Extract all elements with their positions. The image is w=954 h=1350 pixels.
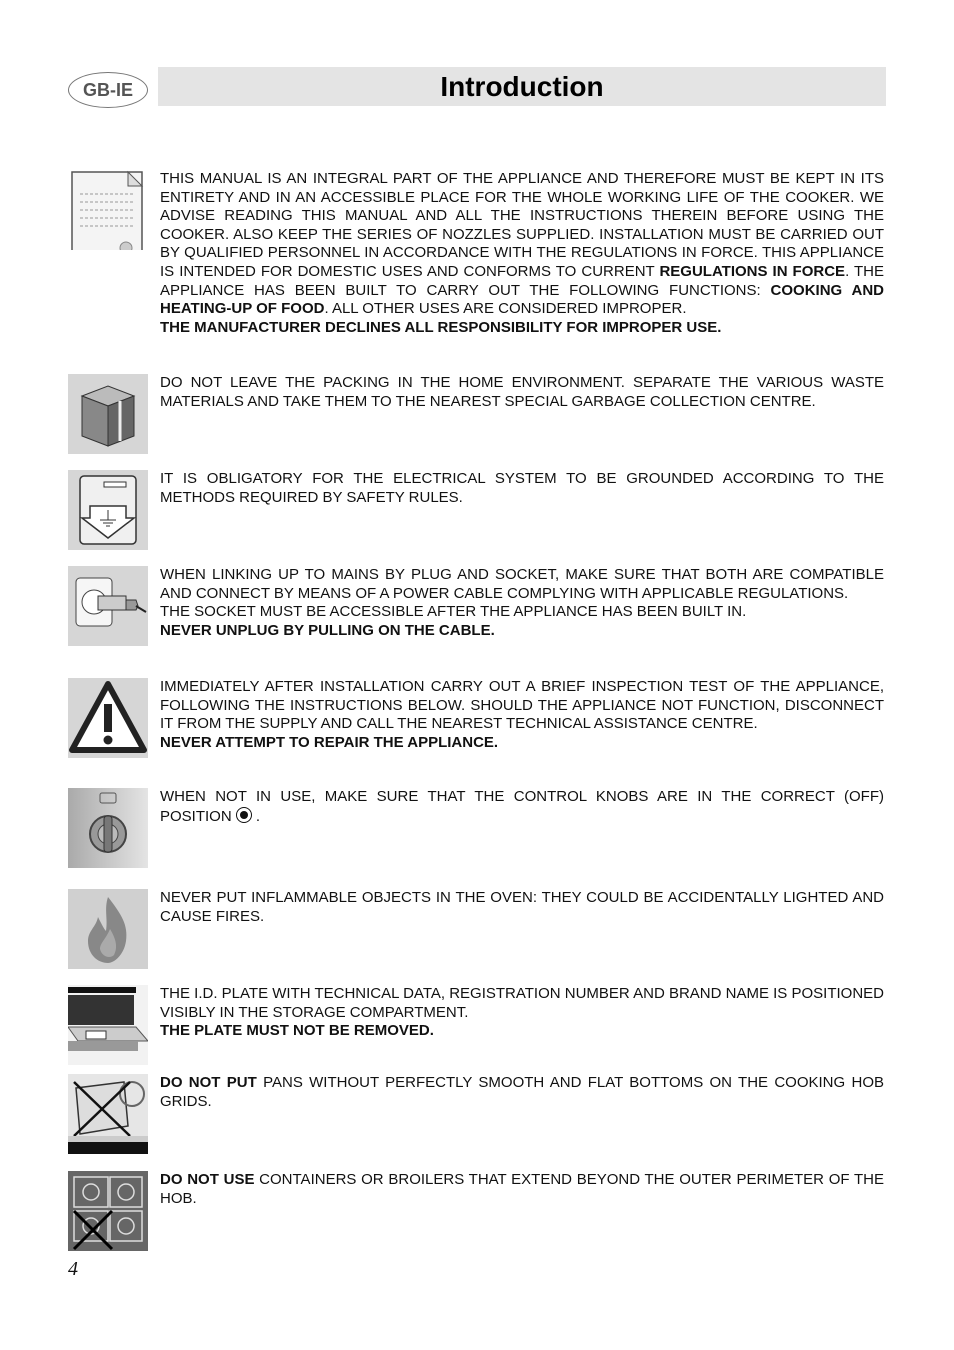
flame-icon bbox=[68, 889, 148, 969]
section-text: NEVER PUT INFLAMMABLE OBJECTS IN THE OVEN: THEY COULD BE ACCIDENTALLY LIGHTED AND CAUSE FIRES. bbox=[160, 889, 884, 925]
section-text: DO NOT PUT PANS WITHOUT PERFECTLY SMOOTH AND FLAT BOTTOMS ON THE COOKING HOB GRIDS. bbox=[160, 1074, 884, 1110]
section-text: IT IS OBLIGATORY FOR THE ELECTRICAL SYSTEM TO BE GROUNDED ACCORDING TO THE METHODS REQUIRED BY SAFETY RULES. bbox=[160, 470, 884, 506]
section-manual bbox=[68, 170, 884, 360]
section-plug bbox=[68, 566, 884, 666]
section-text: DO NOT USE CONTAINERS OR BROILERS THAT EXTEND BEYOND THE OUTER PERIMETER OF THE HOB. bbox=[160, 1171, 884, 1207]
section-containers bbox=[68, 1171, 884, 1243]
pan-crossed-icon bbox=[68, 1074, 148, 1154]
section-text: WHEN NOT IN USE, MAKE SURE THAT THE CONTROL KNOBS ARE IN THE CORRECT (OFF) POSITION . bbox=[160, 788, 884, 825]
section-grounding bbox=[68, 470, 884, 550]
packing-box-icon bbox=[68, 374, 148, 454]
id-plate-icon bbox=[68, 985, 148, 1065]
off-position-icon bbox=[236, 807, 252, 823]
page-title: Introduction bbox=[440, 70, 604, 102]
section-id-plate bbox=[68, 985, 884, 1065]
region-badge: GB-IE bbox=[68, 72, 148, 108]
section-packing bbox=[68, 374, 884, 454]
page-number: 4 bbox=[68, 1258, 78, 1280]
section-pans bbox=[68, 1074, 884, 1154]
warning-triangle-icon bbox=[68, 678, 148, 758]
section-text: WHEN LINKING UP TO MAINS BY PLUG AND SOCKET, MAKE SURE THAT BOTH ARE COMPATIBLE AND CONNECT BY MEANS OF A POWER CABLE COMPLYING WITH APPLICABLE REGULATIONS. THE SOCKET MUST BE ACCESSIBLE AFTER THE APPLIANCE HAS BEEN BUILT IN. NEVER UNPLUG BY PULLING ON THE CABLE. bbox=[160, 566, 884, 639]
ground-symbol-icon bbox=[68, 470, 148, 550]
section-text: THE I.D. PLATE WITH TECHNICAL DATA, REGISTRATION NUMBER AND BRAND NAME IS POSITIONED VISIBLY IN THE STORAGE COMPARTMENT. THE PLATE MUST NOT BE REMOVED. bbox=[160, 985, 884, 1040]
plug-socket-icon bbox=[68, 566, 148, 646]
section-knobs bbox=[68, 788, 884, 872]
section-text: IMMEDIATELY AFTER INSTALLATION CARRY OUT A BRIEF INSPECTION TEST OF THE APPLIANCE, FOLLOWING THE INSTRUCTIONS BELOW. SHOULD THE APPLIANCE NOT FUNCTION, DISCONNECT IT FROM THE SUPPLY AND CALL THE NEAREST TECHNICAL ASSISTANCE CENTRE. NEVER ATTEMPT TO REPAIR THE APPLIANCE. bbox=[160, 678, 884, 751]
control-knob-icon bbox=[68, 788, 148, 868]
manual-document-icon bbox=[68, 170, 148, 250]
section-inspection bbox=[68, 678, 884, 778]
hob-crossed-icon bbox=[68, 1171, 148, 1251]
title-bar bbox=[158, 67, 886, 106]
section-inflammable bbox=[68, 889, 884, 969]
section-text: THIS MANUAL IS AN INTEGRAL PART OF THE APPLIANCE AND THEREFORE MUST BE KEPT IN ITS ENTIRETY AND IN AN ACCESSIBLE PLACE FOR THE WHOLE WORKING LIFE OF THE COOKER. WE ADVISE READING THIS MANUAL AND ALL THE INSTRUCTIONS THEREIN BEFORE USING THE COOKER. ALSO KEEP THE SERIES OF NOZZLES SUPPLIED. INSTALLATION MUST BE CARRIED OUT BY QUALIFIED PERSONNEL IN ACCORDANCE WITH THE REGULATIONS IN FORCE. THIS APPLIANCE IS INTENDED FOR DOMESTIC USES AND CONFORMS TO CURRENT REGULATIONS IN FORCE. THE APPLIANCE HAS BEEN BUILT TO CARRY OUT THE FOLLOWING FUNCTIONS: COOKING AND HEATING-UP OF FOOD. ALL OTHER USES ARE CONSIDERED IMPROPER. THE MANUFACTURER DECLINES ALL RESPONSIBILITY FOR IMPROPER USE. bbox=[160, 170, 885, 336]
section-text: DO NOT LEAVE THE PACKING IN THE HOME ENVIRONMENT. SEPARATE THE VARIOUS WASTE MATERIALS AND TAKE THEM TO THE NEAREST SPECIAL GARBAGE COLLECTION CENTRE. bbox=[160, 374, 884, 410]
